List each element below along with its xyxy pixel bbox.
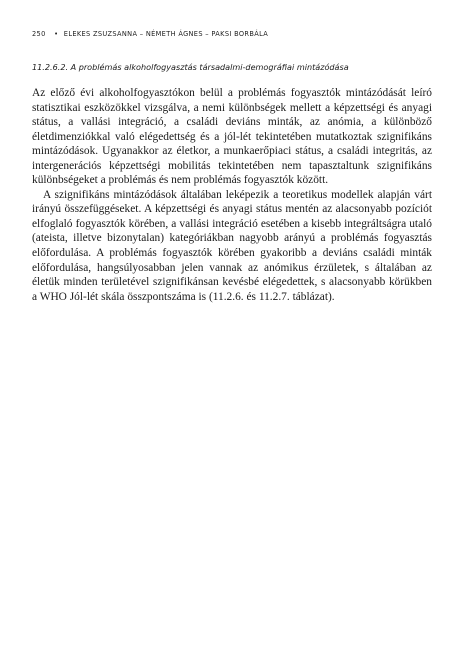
header-authors: ELEKES ZSUZSANNA – NÉMETH ÁGNES – PAKSI BORBÁLA bbox=[63, 30, 269, 38]
paragraph-1: Az előző évi alkoholfogyasztókon belül a problémás fogyasztók mintázódását leíró statisztikai eszközökkel vizsgálva, a nemi különbségek mellett a képzettségi és anyagi státus, a vallási integráció, a családi deviáns minták, az anómia, a különböző életdimenziókkal való elégedettség és a jól-lét tekintetében mutatkoztak szignifikáns mintázódások. Ugyanakkor az életkor, a munkaerőpiaci státus, a családi integritás, az intergenerációs képzettségi mobilitás tekintetében nem tapasztaltunk szignifikáns különbségeket a problémás és nem problémás fogyasztók között. bbox=[32, 87, 432, 187]
running-header bbox=[32, 30, 432, 38]
body-text bbox=[32, 86, 432, 304]
header-separator: • bbox=[54, 30, 59, 38]
paragraph-2: A szignifikáns mintázódások általában leképezik a teoretikus modellek alapján várt irányú összefüggéseket. A képzettségi és anyagi státus mentén az alacsonyabb pozíciót elfoglaló fogyasztók körében, a vallási integráció esetében a kisebb integráltságra utaló (ateista, illetve bizonytalan) kategóriákban nagyobb arányú a problémás fogyasztás előfordulása. A problémás fogyasztók körében gyakoribb a deviáns családi minták előfordulása, hangsúlyosabban jelen vannak az anómikus érzületek, s általában az életük minden területével szignifikánsan kevésbé elégedettek, s alacsonyabb körükben a WHO Jól-lét skála összpontszáma is (11.2.6. és 11.2.7. táblázat). bbox=[32, 188, 432, 303]
section-title: 11.2.6.2. A problémás alkoholfogyasztás társadalmi-demográfiai mintázódása bbox=[32, 62, 349, 72]
page-number: 250 bbox=[32, 30, 46, 38]
